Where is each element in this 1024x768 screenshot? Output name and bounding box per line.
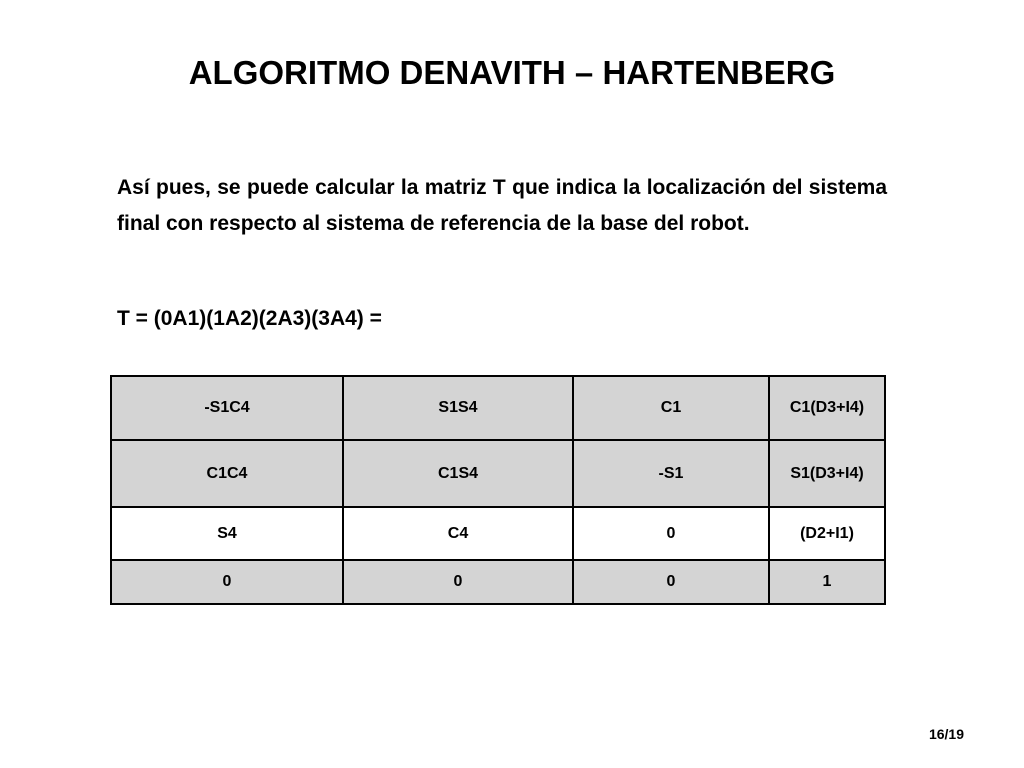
matrix-cell-4-3: 0 xyxy=(573,560,769,604)
matrix-row-2 xyxy=(111,440,885,507)
matrix-cell-2-4: S1(D3+I4) xyxy=(769,440,885,507)
body-paragraph: Así pues, se puede calcular la matriz T que indica la localización del sistema final con respecto al sistema de referencia de la base del robot. xyxy=(117,176,887,235)
matrix-row-3 xyxy=(111,507,885,560)
matrix-equation: T = (0A1)(1A2)(2A3)(3A4) = xyxy=(117,307,382,330)
matrix-cell-1-4: C1(D3+I4) xyxy=(769,376,885,440)
matrix-cell-4-2: 0 xyxy=(343,560,573,604)
page-number: 16/19 xyxy=(928,726,964,742)
matrix-cell-4-1: 0 xyxy=(111,560,343,604)
matrix-cell-3-2: C4 xyxy=(343,507,573,560)
matrix-cell-2-2: C1S4 xyxy=(343,440,573,507)
matrix-cell-1-1: -S1C4 xyxy=(111,376,343,440)
matrix-cell-1-3: C1 xyxy=(573,376,769,440)
slide-title: ALGORITMO DENAVITH – HARTENBERG xyxy=(188,54,836,91)
matrix-cell-1-2: S1S4 xyxy=(343,376,573,440)
matrix-cell-2-3: -S1 xyxy=(573,440,769,507)
matrix-cell-2-1: C1C4 xyxy=(111,440,343,507)
matrix-cell-3-3: 0 xyxy=(573,507,769,560)
matrix-cell-3-4: (D2+I1) xyxy=(769,507,885,560)
matrix-cell-3-1: S4 xyxy=(111,507,343,560)
matrix-cell-4-4: 1 xyxy=(769,560,885,604)
matrix-row-1 xyxy=(111,376,885,440)
transformation-matrix-table xyxy=(110,375,886,605)
matrix-row-4 xyxy=(111,560,885,604)
